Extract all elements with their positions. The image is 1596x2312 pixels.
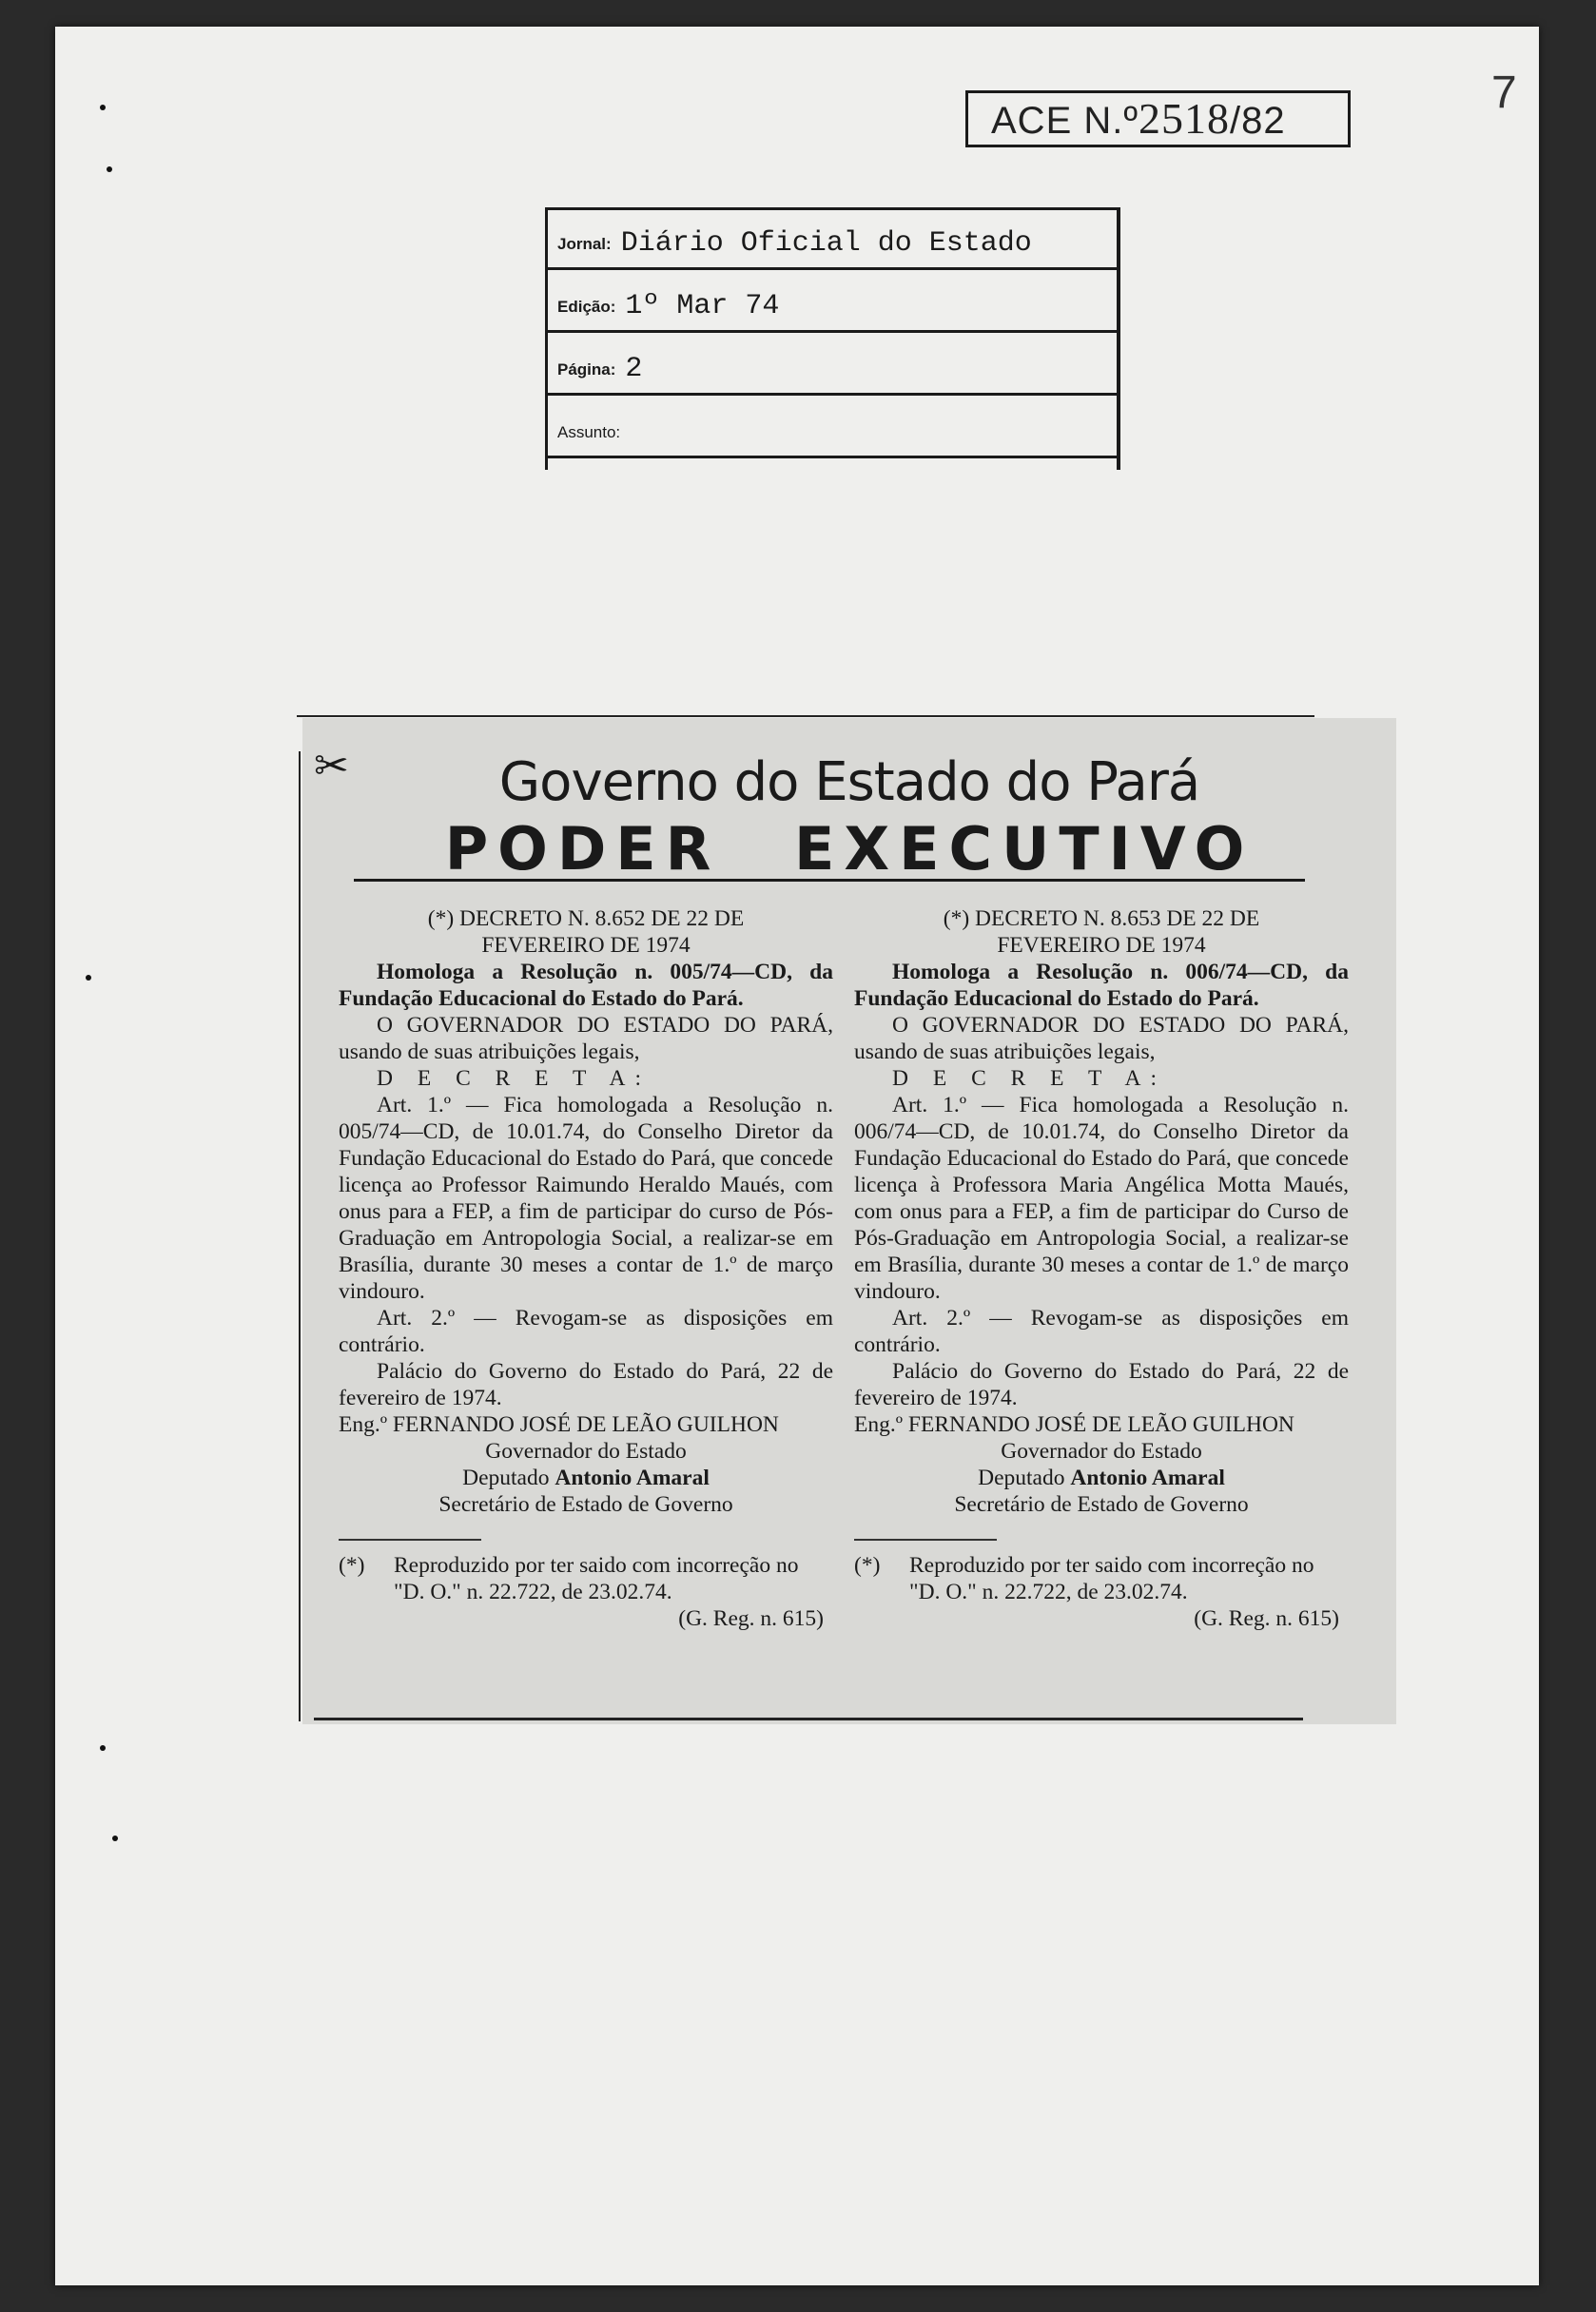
deputy-name: Antonio Amaral (555, 1466, 710, 1490)
signer-name: Eng.º FERNANDO JOSÉ DE LEÃO GUILHON (339, 1412, 779, 1437)
clipping-border-top (297, 715, 1314, 717)
stamp-row-pagina (548, 333, 1117, 396)
article-2: Art. 2.º — Revogam-se as disposições em contrário. (854, 1306, 1349, 1357)
signer-name: Eng.º FERNANDO JOSÉ DE LEÃO GUILHON (854, 1412, 1294, 1437)
page-mark: 7 (1491, 68, 1517, 118)
scissors-icon: ✂ (314, 742, 349, 790)
palace-date: Palácio do Governo do Estado do Pará, 22 de fevereiro de 1974. (854, 1359, 1349, 1410)
registration: (G. Reg. n. 615) (678, 1606, 824, 1631)
deputy-prefix: Deputado (978, 1466, 1065, 1490)
assunto-label: Assunto: (557, 423, 621, 441)
decree-column-right (854, 905, 1349, 1632)
decree-date: FEVEREIRO DE 1974 (997, 933, 1206, 958)
footnote-mark: (*) (339, 1553, 365, 1578)
jornal-value: Diário Oficial do Estado (620, 227, 1032, 260)
decree-title: (*) DECRETO N. 8.652 DE 22 DE (427, 906, 745, 931)
footnote-rule (339, 1539, 481, 1541)
decree-column-left (339, 905, 833, 1632)
stamp-row-jornal (548, 207, 1117, 270)
ace-prefix: ACE N.º (991, 100, 1139, 142)
footnote (854, 1552, 1349, 1605)
stamp-row-assunto (548, 396, 1117, 458)
header-rule (354, 879, 1305, 882)
ace-number: 2518 (1138, 94, 1230, 143)
registration: (G. Reg. n. 615) (1194, 1606, 1339, 1631)
footnote (339, 1552, 833, 1605)
governor-intro: O GOVERNADOR DO ESTADO DO PARÁ, usando de suas atribuições legais, (854, 1013, 1349, 1064)
footnote-rule (854, 1539, 997, 1541)
deputy-name: Antonio Amaral (1070, 1466, 1225, 1490)
footnote-text: Reproduzido por ter saido com incorreção no "D. O." n. 22.722, de 23.02.74. (394, 1553, 799, 1604)
deputy-title: Secretário de Estado de Governo (954, 1492, 1249, 1517)
header-poder-executivo: PODER EXECUTIVO (444, 814, 1255, 884)
article-2: Art. 2.º — Revogam-se as disposições em contrário. (339, 1306, 833, 1357)
footnote-mark: (*) (854, 1553, 881, 1578)
deputy-line (854, 1465, 1349, 1491)
article-1: Art. 1.º — Fica homologada a Resolução n. 006/74—CD, de 10.01.74, do Conselho Diretor da Fundação Educacional do Estado do Pará, que concede licença à Professora Maria Angélica Motta Maués, com onus para a FEP, a fim de participar do Curso de Pós-Graduação em Antropologia Social, a realizar-se em Brasília, durante 30 meses a contar de 1.º de março vindouro. (854, 1093, 1349, 1304)
article-1: Art. 1.º — Fica homologada a Resolução n. 005/74—CD, de 10.01.74, do Conselho Diretor da Fundação Educacional do Estado do Pará, que concede licença ao Professor Raimundo Heraldo Maués, com onus para a FEP, a fim de participar do curso de Pós-Graduação em Antropologia Social, a realizar-se em Brasília, durante 30 meses a contar de 1.º de março vindouro. (339, 1093, 833, 1304)
pagina-value: 2 (625, 353, 643, 385)
footnote-text: Reproduzido por ter saido com incorreção no "D. O." n. 22.722, de 23.02.74. (909, 1553, 1314, 1604)
deputy-prefix: Deputado (462, 1466, 550, 1490)
clipping-border-bottom (314, 1718, 1303, 1720)
decree-date: FEVEREIRO DE 1974 (481, 933, 691, 958)
signer-title: Governador do Estado (1001, 1439, 1202, 1464)
palace-date: Palácio do Governo do Estado do Pará, 22 de fevereiro de 1974. (339, 1359, 833, 1410)
pagina-label: Página: (557, 360, 616, 379)
decree-title: (*) DECRETO N. 8.653 DE 22 DE (943, 906, 1260, 931)
clipping-stamp (545, 207, 1120, 470)
decreta: D E C R E T A: (377, 1066, 651, 1091)
signer-title: Governador do Estado (485, 1439, 687, 1464)
ace-suffix: /82 (1229, 100, 1286, 142)
clipping-border-left (299, 751, 301, 1721)
governor-intro: O GOVERNADOR DO ESTADO DO PARÁ, usando de suas atribuições legais, (339, 1013, 833, 1064)
decree-subject: Homologa a Resolução n. 005/74—CD, da Fundação Educacional do Estado do Pará. (339, 960, 833, 1011)
jornal-label: Jornal: (557, 235, 612, 253)
deputy-title: Secretário de Estado de Governo (438, 1492, 733, 1517)
edicao-value: 1º Mar 74 (625, 290, 780, 322)
decreta: D E C R E T A: (892, 1066, 1166, 1091)
stamp-row-edicao (548, 270, 1117, 333)
deputy-line (339, 1465, 833, 1491)
decree-subject: Homologa a Resolução n. 006/74—CD, da Fundação Educacional do Estado do Pará. (854, 960, 1349, 1011)
ace-number-box (965, 90, 1351, 147)
edicao-label: Edição: (557, 298, 616, 316)
header-government: Governo do Estado do Pará (498, 751, 1200, 813)
